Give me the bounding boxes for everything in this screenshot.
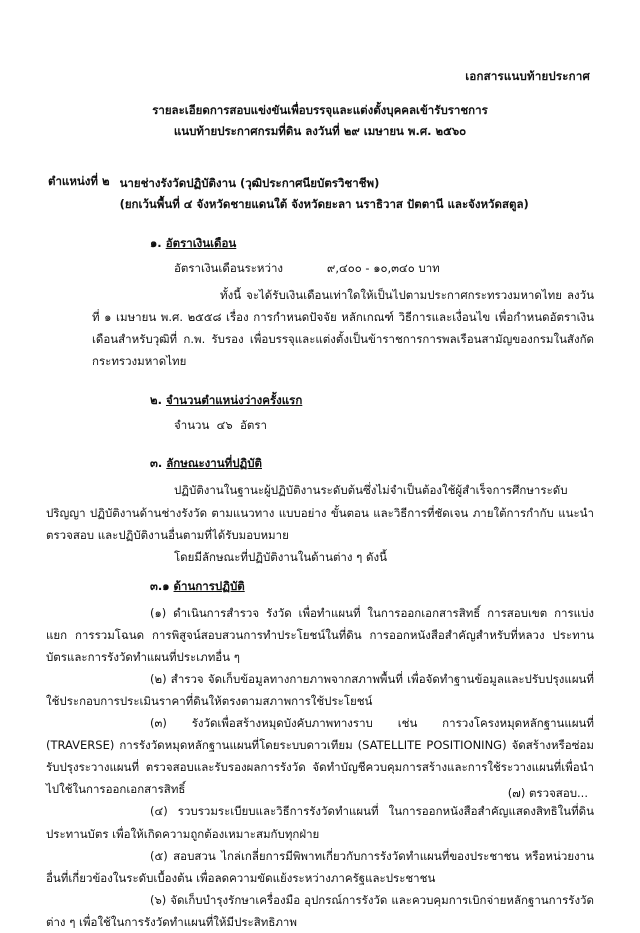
- duty-item: (๓) รังวัดเพื่อสร้างหมุดบังคับภาพทางราบ เช่น การวงโครงหมุดหลักฐานแผนที่ (TRAVERSE) การรังวัดหมุดหลักฐานแผนที่โดยระบบดาวเทียม (SATELLITE POSITIONING) จัดสร้างหรือซ่อมรับปรุงระวางแผนที่ ตรวจสอบและรับรองผลการรังวัด จัดทำบัญชีควบคุมการสร้างและการใช้ระวางแผนที่เพื่อนำไปใช้ในการออกเอกสารสิทธิ์: [46, 716, 594, 797]
- duty-item: (๑) ดำเนินการสำรวจ รังวัด เพื่อทำแผนที่ ในการออกเอกสารสิทธิ์ การสอบเขต การแบ่งแยก การรวมโฉนด การพิสูจน์สอบสวนการทำประโยชน์ในที่ดิน การออกหนังสือสำคัญสำหรับที่หลวง ประทานบัตรและการรังวัดทำแผนที่ประเภทอื่น ๆ: [46, 605, 594, 664]
- position-title-group: [120, 173, 594, 216]
- subsection-practice-title: ด้านการปฏิบัติ: [173, 578, 245, 593]
- position-title: นายช่างรังวัดปฏิบัติงาน (วุฒิประกาศนียบัตรวิชาชีพ): [119, 175, 380, 190]
- section-vacancy-title: จำนวนตำแหน่งว่างครั้งแรก: [165, 393, 303, 408]
- attachment-label: เอกสารแนบท้ายประกาศ: [465, 69, 590, 83]
- section-vacancy-heading: [150, 390, 594, 411]
- duties-paragraph-1: ปฏิบัติงานในฐานะผู้ปฏิบัติงานระดับต้นซึ่งไม่จำเป็นต้องใช้ผู้สำเร็จการศึกษาระดับปริญญา ปฏิบัติงานด้านช่างรังวัด ตามแนวทาง แบบอย่าง ขั้นตอน และวิธีการที่ชัดเจน ภายใต้การกำกับ แนะนำ ตรวจสอบ และปฏิบัติงานอื่นตามที่ได้รับมอบหมาย: [46, 483, 594, 542]
- position-block: [46, 173, 594, 216]
- header-line-1: รายละเอียดการสอบแข่งขันเพื่อบรรจุและแต่งตั้งบุคคลเข้ารับราชการ: [152, 103, 488, 117]
- document-header: [46, 100, 594, 143]
- duty-item: (๒) สำรวจ จัดเก็บข้อมูลทางกายภาพจากสภาพพื้นที่ เพื่อจัดทำฐานข้อมูลและปรับปรุงแผนที่ใช้ประกอบการประเมินราคาที่ดินให้ตรงตามสภาพการใช้ประโยชน์: [46, 671, 594, 709]
- section-salary-heading: [150, 233, 594, 254]
- salary-paragraph: ทั้งนี้ จะได้รับเงินเดือนเท่าใดให้เป็นไปตามประกาศกระทรวงมหาดไทย ลงวันที่ ๑ เมษายน พ.ศ. ๒๕๕๘ เรื่อง การกำหนดปัจจัย หลักเกณฑ์ วิธีการและเงื่อนไข เพื่อกำหนดอัตราเงินเดือนสำหรับวุฒิที่ ก.พ. รับรอง เพื่อบรรจุและแต่งตั้งเป็นข้าราชการการพลเรือนสามัญของกรมในสังกัดกระทรวงมหาดไทย: [92, 287, 594, 368]
- section-duties-heading: [150, 453, 594, 474]
- duties-paragraph-2: โดยมีลักษณะที่ปฏิบัติงานในด้านต่าง ๆ ดังนี้: [174, 549, 387, 564]
- duty-item: (๕) สอบสวน ไกล่เกลี่ยการมีพิพาทเกี่ยวกับการรังวัดทำแผนที่ของประชาชน หรือหน่วยงานอื่นที่เกี่ยวข้องในระดับเบื้องต้น เพื่อลดความขัดแย้งระหว่างภาครัฐและประชาชน: [46, 848, 594, 885]
- vacancy-count-row: จำนวน ๔๖ อัตรา: [174, 417, 268, 432]
- subsection-practice-heading: [150, 578, 594, 596]
- section-vacancy-number: ๒.: [150, 393, 162, 408]
- subsection-practice-number: ๓.๑: [150, 578, 170, 593]
- section-salary-number: ๑.: [150, 236, 162, 251]
- salary-rate-row: อัตราเงินเดือนระหว่าง ๙,๔๐๐ - ๑๐,๓๔๐ บาท: [174, 260, 440, 275]
- footer-continuation-note: (๗) ตรวจสอบ...: [507, 786, 588, 800]
- position-label: ตำแหน่งที่ ๒: [48, 173, 110, 188]
- duty-item: (๔) รวบรวมระเบียบและวิธีการรังวัดทำแผนที่ ในการออกหนังสือสำคัญแสดงสิทธิในที่ดินประทานบัตร เพื่อให้เกิดความถูกต้องเหมาะสมกับทุกฝ่าย: [46, 804, 594, 841]
- section-salary: [46, 233, 594, 372]
- duty-item: (๖) จัดเก็บบำรุงรักษาเครื่องมือ อุปกรณ์การรังวัด และควบคุมการเบิกจ่ายหลักฐานการรังวัดต่าง ๆ เพื่อใช้ในการรังวัดทำแผนที่ให้มีประสิทธิภาพ: [46, 892, 594, 929]
- section-salary-title: อัตราเงินเดือน: [165, 236, 237, 251]
- position-note: (ยกเว้นพื้นที่ ๔ จังหวัดชายแดนใต้ จังหวัดยะลา นราธิวาส ปัตตานี และจังหวัดสตูล): [119, 196, 529, 211]
- header-line-2: แนบท้ายประกาศกรมที่ดิน ลงวันที่ ๒๙ เมษายน พ.ศ. ๒๕๖๐: [173, 124, 467, 139]
- section-vacancy: [46, 390, 594, 435]
- section-duties: [46, 453, 594, 933]
- section-duties-title: ลักษณะงานที่ปฏิบัติ: [166, 455, 262, 470]
- section-duties-number: ๓.: [150, 455, 163, 470]
